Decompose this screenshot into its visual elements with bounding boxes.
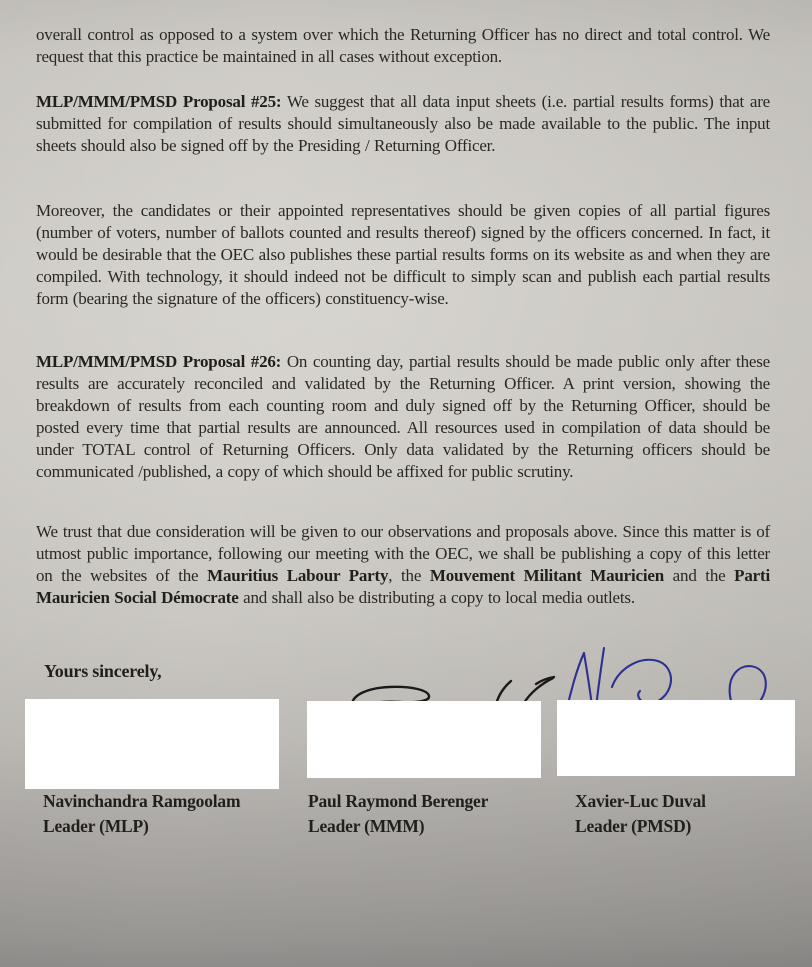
paragraph-proposal-25 xyxy=(36,91,770,157)
paragraph-overall-control: overall control as opposed to a system over which the Returning Officer has no direct and total control. We request that this practice be maintained in all cases without exception. xyxy=(36,25,770,66)
party-name-pmsd: Parti Mauricien Social Démocrate xyxy=(36,566,770,607)
signature-redaction-box-mmm xyxy=(307,701,541,778)
signatory-title-pmsd: Leader (PMSD) xyxy=(575,816,692,836)
signatory-block-mlp xyxy=(43,789,240,839)
proposal-26-label: MLP/MMM/PMSD Proposal #26: xyxy=(36,352,282,371)
paragraph-we-trust xyxy=(36,521,770,609)
we-trust-text-3: and the xyxy=(663,566,735,585)
signatory-title-mlp: Leader (MLP) xyxy=(43,816,149,836)
we-trust-text-1: We trust that due consideration will be given to our observations and proposals above. Since this matter is of utmost public importance, following our meeting with the OEC, we shall be publishing a copy of this letter on the websites of the xyxy=(36,522,770,585)
we-trust-text-4: and shall also be distributing a copy to local media outlets. xyxy=(238,588,635,607)
signatory-name-mmm: Paul Raymond Berenger xyxy=(308,791,489,811)
signatory-name-mlp: Navinchandra Ramgoolam xyxy=(43,791,241,811)
signatory-block-mmm xyxy=(308,789,488,839)
proposal-26-text: On counting day, partial results should be made public only after these results are accurately reconciled and validated by the Returning Officer. A print version, showing the breakdown of results from each counting room and duly signed off by the Returning Officer, should be posted every time that partial results are announced. All resources used in compilation of data should be under TOTAL control of Returning Officers. Only data validated by the Returning officers should be communicated /published, a copy of which should be affixed for public scrutiny. xyxy=(36,352,770,481)
party-name-mlp: Mauritius Labour Party xyxy=(207,566,389,585)
party-name-mmm: Mouvement Militant Mauricien xyxy=(429,566,664,585)
paragraph-moreover: Moreover, the candidates or their appointed representatives should be given copies of all partial figures (number of voters, number of ballots counted and results thereof) signed by the officers concerned. In fact, it would be desirable that the OEC also publishes these partial results forms on its website as and when they are compiled. With technology, it should indeed not be difficult to simply scan and publish each partial results form (bearing the signature of the officers) constituency-wise. xyxy=(36,201,770,308)
proposal-25-text: We suggest that all data input sheets (i.e. partial results forms) that are submitted for compilation of results should simultaneously also be made available to the public. The input sheets should also be signed off by the Presiding / Returning Officer. xyxy=(36,92,770,155)
signatory-block-pmsd xyxy=(575,789,706,839)
paragraph-proposal-26 xyxy=(36,351,770,483)
closing-salutation: Yours sincerely, xyxy=(44,661,162,681)
we-trust-text-2: , the xyxy=(388,566,430,585)
signature-redaction-box-pmsd xyxy=(557,700,795,776)
signature-redaction-box-mlp xyxy=(25,699,279,789)
signatory-name-pmsd: Xavier-Luc Duval xyxy=(575,791,706,811)
proposal-25-label: MLP/MMM/PMSD Proposal #25: xyxy=(36,92,282,111)
signatory-title-mmm: Leader (MMM) xyxy=(308,816,425,836)
